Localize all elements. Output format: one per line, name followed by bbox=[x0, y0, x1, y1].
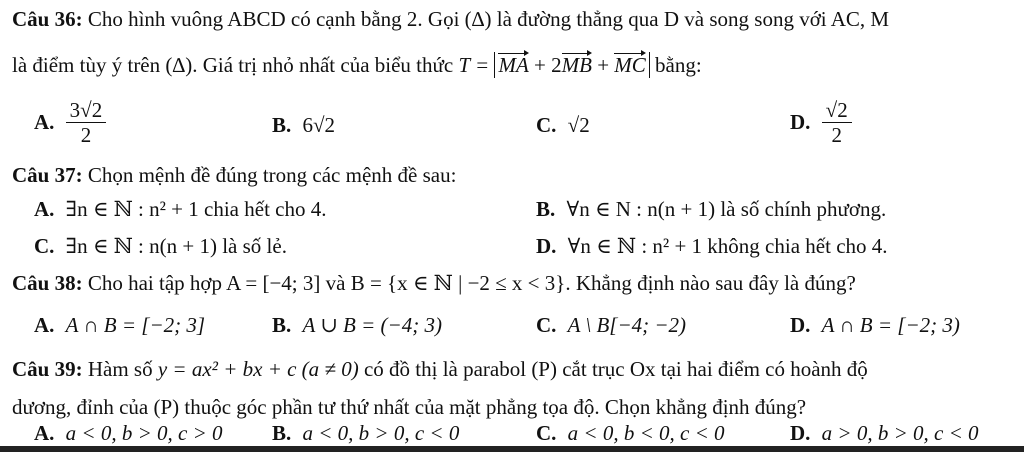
q37-option-c-value: ∃n ∈ ℕ : n(n + 1) là số lẻ. bbox=[65, 234, 287, 258]
q36-expr-t: T = bbox=[458, 53, 490, 77]
q37-option-d[interactable] bbox=[536, 233, 888, 259]
q36-option-d[interactable] bbox=[790, 100, 852, 149]
q38-line1 bbox=[12, 270, 856, 296]
q36-option-a-fraction bbox=[66, 98, 107, 147]
q37-option-a-value: ∃n ∈ ℕ : n² + 1 chia hết cho 4. bbox=[65, 197, 327, 221]
q36-text-2: là đường thẳng qua D và song song với AC, M bbox=[496, 7, 890, 31]
q36-option-a-denominator: 2 bbox=[80, 123, 92, 147]
q38-option-b-value: A ∪ B = (−4; 3) bbox=[302, 313, 442, 337]
q37-option-a[interactable] bbox=[34, 196, 326, 222]
q39-option-a-value: a < 0, b > 0, c > 0 bbox=[65, 421, 223, 445]
q36-option-d-fraction bbox=[822, 98, 852, 147]
q36-text-5: bằng: bbox=[655, 53, 702, 77]
q36-option-b-label: B. bbox=[272, 113, 292, 137]
q38-option-b-label: B. bbox=[272, 313, 292, 337]
q36-delta-1: (∆) bbox=[464, 7, 492, 31]
page-bottom-edge bbox=[0, 446, 1024, 452]
q38-option-a-label: A. bbox=[34, 313, 55, 337]
q39-option-c-label: C. bbox=[536, 421, 557, 445]
q39-option-b[interactable] bbox=[272, 420, 459, 446]
q36-line2 bbox=[12, 52, 702, 78]
q36-option-d-denominator: 2 bbox=[831, 123, 842, 147]
q38-option-b[interactable] bbox=[272, 312, 442, 338]
q39-option-a[interactable] bbox=[34, 420, 223, 446]
q36-option-c-value: √2 bbox=[567, 113, 590, 137]
q37-label: Câu 37: bbox=[12, 163, 83, 187]
q36-option-c[interactable] bbox=[536, 112, 590, 138]
q36-option-a-numerator: 3√2 bbox=[66, 98, 107, 123]
q36-text-4: . Giá trị nhỏ nhất của biểu thức bbox=[192, 53, 454, 77]
q39-line2 bbox=[12, 394, 806, 420]
q36-option-b[interactable] bbox=[272, 112, 335, 138]
q38-label: Câu 38: bbox=[12, 271, 83, 295]
q37-option-a-label: A. bbox=[34, 197, 55, 221]
q39-text-c: dương, đỉnh của (P) thuộc góc phần tư thứ nhất của mặt phẳng tọa độ. Chọn khẳng định đúng? bbox=[12, 395, 807, 419]
q36-option-a-label: A. bbox=[34, 110, 55, 135]
q36-option-b-value: 6√2 bbox=[302, 113, 336, 137]
q37-option-b[interactable] bbox=[536, 196, 886, 222]
q39-text-b: có đồ thị là parabol (P) cắt trục Ox tại hai điểm có hoành độ bbox=[363, 357, 868, 381]
q38-option-c-value: A \ B[−4; −2) bbox=[567, 313, 687, 337]
q36-text-1: Cho hình vuông ABCD có cạnh bằng 2. Gọi bbox=[87, 7, 460, 31]
q39-option-b-label: B. bbox=[272, 421, 292, 445]
q36-text-3: là điểm tùy ý trên bbox=[12, 53, 161, 77]
q37-option-b-label: B. bbox=[536, 197, 556, 221]
q38-option-d-value: A ∩ B = [−2; 3) bbox=[821, 313, 960, 337]
q36-option-d-numerator: √2 bbox=[822, 98, 852, 123]
q38-option-a-value: A ∩ B = [−2; 3] bbox=[65, 313, 206, 337]
q37-option-c-label: C. bbox=[34, 234, 55, 258]
q39-line1 bbox=[12, 356, 868, 382]
q39-option-d-value: a > 0, b > 0, c < 0 bbox=[821, 421, 979, 445]
q36-option-a[interactable] bbox=[34, 100, 106, 149]
q36-delta-2: (∆) bbox=[165, 53, 193, 77]
q38-option-a[interactable] bbox=[34, 312, 205, 338]
q36-line1 bbox=[12, 6, 889, 32]
q38-text: Cho hai tập hợp A = [−4; 3] và B = {x ∈ ℕ | −2 ≤ x < 3}. Khẳng định nào sau đây là đúng? bbox=[87, 271, 856, 295]
q39-option-c-value: a < 0, b < 0, c < 0 bbox=[567, 421, 725, 445]
q36-plus-2: + 2 bbox=[534, 53, 562, 77]
q37-option-b-value: ∀n ∈ N : n(n + 1) là số chính phương. bbox=[566, 197, 887, 221]
q36-plus: + bbox=[597, 53, 610, 77]
q38-option-d[interactable] bbox=[790, 312, 960, 338]
q39-option-b-value: a < 0, b > 0, c < 0 bbox=[302, 421, 460, 445]
q39-option-c[interactable] bbox=[536, 420, 725, 446]
vector-mc: MC bbox=[614, 53, 646, 77]
q36-option-d-label: D. bbox=[790, 110, 811, 135]
q39-label: Câu 39: bbox=[12, 357, 83, 381]
q39-option-a-label: A. bbox=[34, 421, 55, 445]
q36-option-c-label: C. bbox=[536, 113, 557, 137]
q37-text: Chọn mệnh đề đúng trong các mệnh đề sau: bbox=[87, 163, 457, 187]
q38-option-c[interactable] bbox=[536, 312, 686, 338]
q37-line1 bbox=[12, 162, 456, 188]
q39-option-d-label: D. bbox=[790, 421, 811, 445]
q36-abs-expression bbox=[494, 52, 649, 78]
q37-option-c[interactable] bbox=[34, 233, 287, 259]
q39-text-a: Hàm số bbox=[87, 357, 153, 381]
q37-option-d-label: D. bbox=[536, 234, 557, 258]
q38-option-d-label: D. bbox=[790, 313, 811, 337]
q38-option-c-label: C. bbox=[536, 313, 557, 337]
q36-label: Câu 36: bbox=[12, 7, 83, 31]
vector-ma: MA bbox=[498, 53, 529, 77]
q39-option-d[interactable] bbox=[790, 420, 979, 446]
vector-mb: MB bbox=[561, 53, 592, 77]
q37-option-d-value: ∀n ∈ ℕ : n² + 1 không chia hết cho 4. bbox=[567, 234, 888, 258]
q39-expression: y = ax² + bx + c (a ≠ 0) bbox=[157, 357, 359, 381]
